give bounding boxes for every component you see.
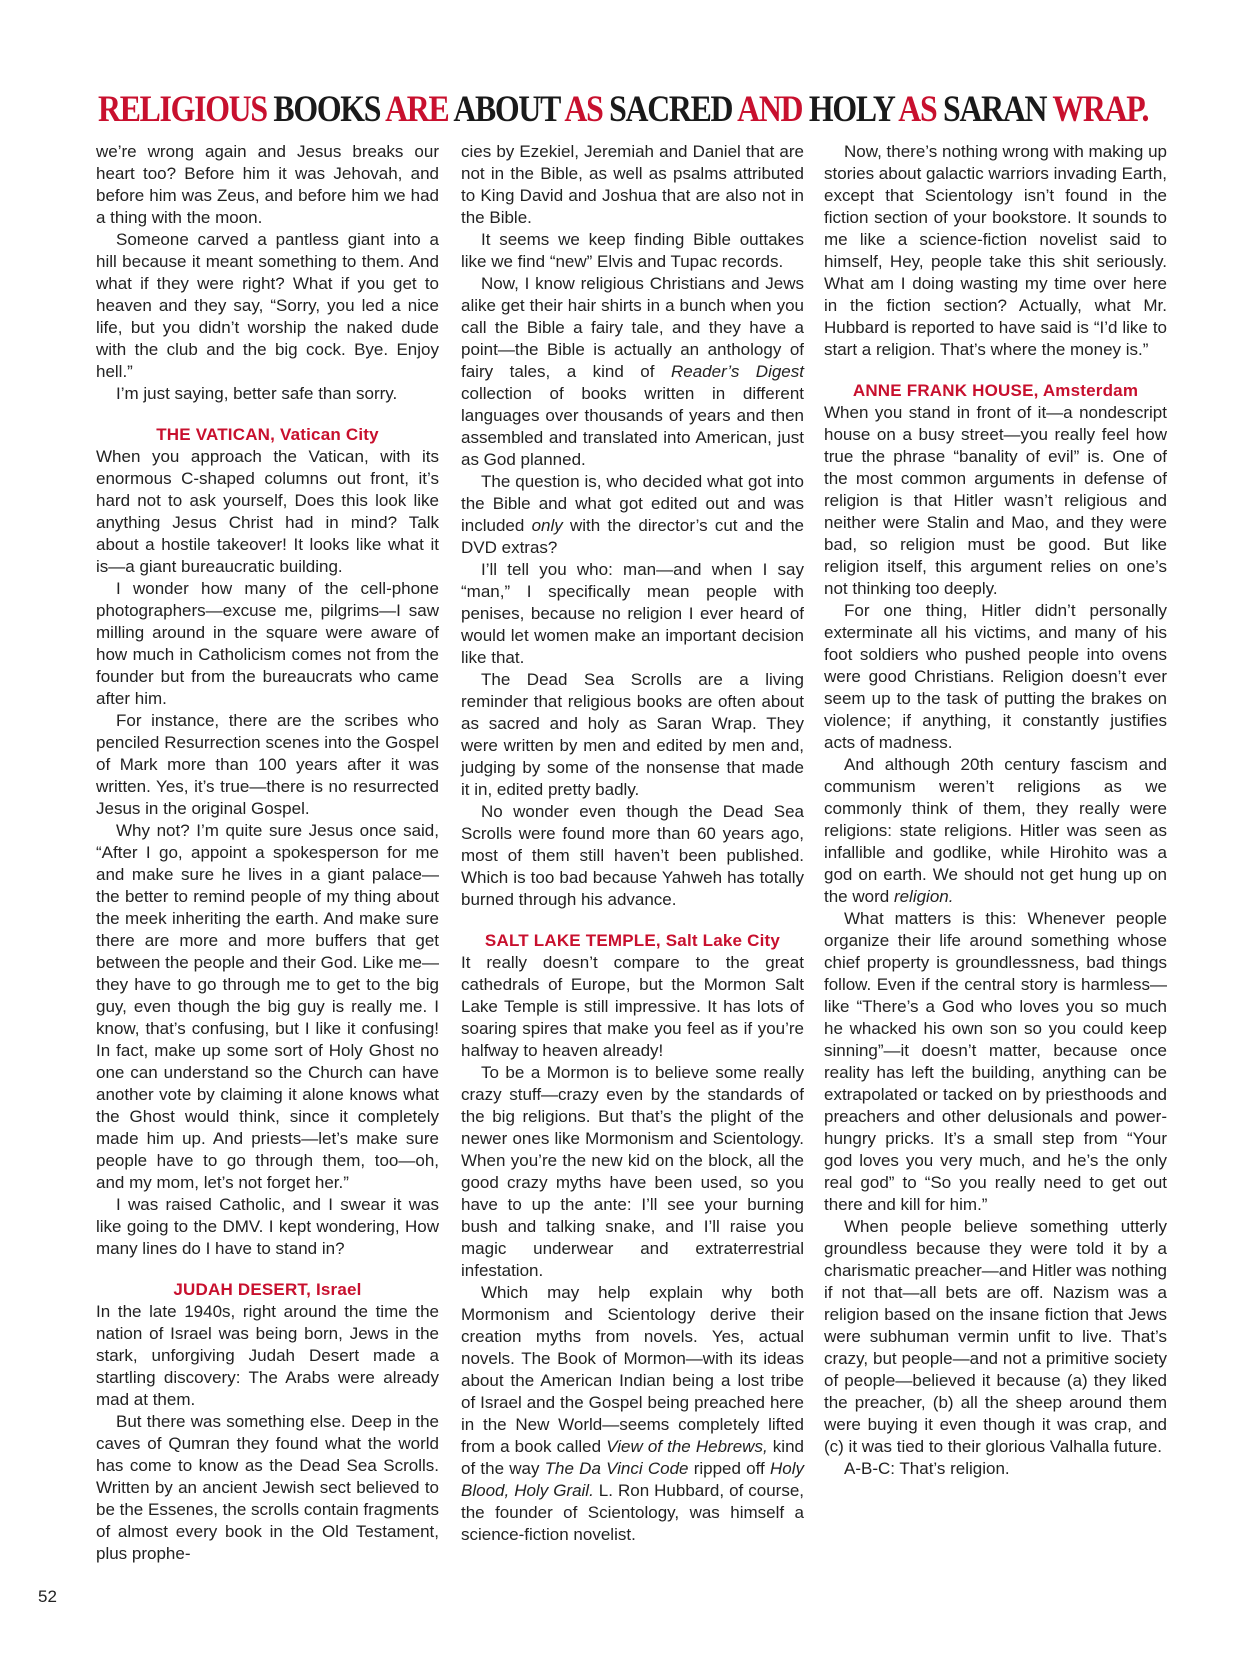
italic-title: Reader’s Digest [670, 362, 804, 381]
text-run: Now, I know religious Christians and Jews alike get their hair shirts in a bunch when you call the Bible a fairy tale, and they have a point—the Bible is actually an anthology of fairy tales, a kind of [461, 274, 804, 381]
italic-title: The Da Vinci Code [544, 1459, 689, 1478]
headline-word: HOLY [808, 89, 894, 130]
paragraph: A-B-C: That’s religion. [844, 1459, 1010, 1478]
headline-word: RELIGIOUS [98, 89, 267, 130]
paragraph: It seems we keep finding Bible outtakes like we find “new” Elvis and Tupac records. [461, 230, 804, 271]
italic-title: View of the Hebrews, [606, 1437, 768, 1456]
paragraph: When people believe something utterly groundless because they were told it by a charismatic preacher—and Hitler was nothing if not that—all bets are off. Nazism was a religion based on the insane fiction that Jews were subhuman vermin unfit to live. That’s crazy, but people—and not a primitive society of people—believed it because (a) they liked the preacher, (b) all the sheep around them were buying it even though it was crap, and (c) it was tied to their glorious Valhalla future. [824, 1217, 1167, 1456]
text-run: The question is, who decided what got into the Bible and what got edited out and was included [461, 472, 804, 535]
text-run: collection of books written in different languages over thousands of years and then assembled and translated into American, just as God planned. [461, 384, 804, 469]
text-run: ripped off [688, 1459, 770, 1478]
headline-word: AS [898, 89, 937, 130]
text-run: kind of the way [461, 1437, 804, 1478]
italic-word: only [531, 516, 563, 535]
paragraph: The Dead Sea Scrolls are a living reminder that religious books are often about as sacred and holy as Saran Wrap. They were written by men and edited by men and, judging by some of the nonsense that made it in, edited pretty badly. [461, 670, 804, 799]
section-heading-salt-lake-temple: SALT LAKE TEMPLE, Salt Lake City [484, 931, 781, 950]
paragraph: Why not? I’m quite sure Jesus once said, “After I go, appoint a spokesperson for me and make sure he lives in a giant palace—the better to remind people of my thing about the meek inheriting the earth. And make sure there are more and more buffers that get between the people and their God. Like me—they have to go through me to get to the big guy, even though the big guy is really me. I know, that’s confusing, but I like it confusing! In fact, make up some sort of Holy Ghost no one can understand so the Church can have another vote by claiming it alone knows what the Ghost would think, since it completely made him up. And priests—let’s make sure people have to go through them, too—oh, and my mom, let’s not forget her.” [96, 821, 439, 1192]
column-1 [96, 141, 439, 1565]
paragraph: I wonder how many of the cell-phone photographers—excuse me, pilgrims—I saw milling around in the square were aware of how much in Catholicism comes not from the founder but from the bureaucrats who came after him. [96, 579, 439, 708]
paragraph: But there was something else. Deep in the caves of Qumran they found what the world has come to know as the Dead Sea Scrolls. Written by an ancient Jewish sect believed to be the Essenes, the scrolls contain fragments of almost every book in the Old Testament, plus prophe- [96, 1412, 440, 1563]
paragraph [461, 471, 804, 559]
paragraph: I’m just saying, better safe than sorry. [116, 384, 398, 403]
paragraph: I was raised Catholic, and I swear it was like going to the DMV. I kept wondering, How many lines do I have to stand in? [96, 1195, 439, 1258]
column-3 [824, 141, 1167, 1480]
paragraph [461, 273, 804, 471]
headline-word: BOOKS [273, 89, 381, 130]
paragraph: Someone carved a pantless giant into a hill because it meant something to them. And what if they were right? What if you get to heaven and they say, “Sorry, you led a nice life, but you didn’t worship the naked dude with the club and the big cock. Bye. Enjoy hell.” [96, 230, 439, 381]
page-headline [98, 88, 1149, 132]
paragraph [824, 754, 1167, 908]
paragraph: we’re wrong again and Jesus breaks our heart too? Before him it was Jehovah, and before him was Zeus, and before him we had a thing with the moon. [96, 142, 439, 227]
text-run: with the director’s cut and the DVD extras? [461, 516, 804, 557]
paragraph: For one thing, Hitler didn’t personally exterminate all his victims, and many of his foot soldiers who pushed people into ovens were good Christians. Religion doesn’t ever seem up to the task of putting the brakes on violence; if anything, it constantly justifies acts of madness. [824, 601, 1167, 752]
italic-word: religion. [893, 887, 954, 906]
text-run: Which may help explain why both Mormonism and Scientology derive their creation myths from novels. Yes, actual novels. The Book of Mormon—with its ideas about the American Indian being a lost tribe of Israel and the Gospel being preached here in the New World—seems completely lifted from a book called [461, 1283, 804, 1456]
paragraph: I’ll tell you who: man—and when I say “man,” I specifically mean people with penises, because no religion I ever heard of would let women make an important decision like that. [461, 560, 804, 667]
italic-title: Holy Blood, Holy Grail. [461, 1459, 804, 1500]
paragraph: To be a Mormon is to believe some really crazy stuff—crazy even by the standards of the big religions. But that’s the plight of the newer ones like Mormonism and Scientology. When you’re the new kid on the block, all the good crazy myths have been used, so you have to up the ante: I’ll see your burning bush and talking snake, and I’ll raise you magic underwear and extraterrestrial infestation. [461, 1063, 804, 1280]
column-2 [461, 141, 804, 1546]
paragraph: What matters is this: Whenever people organize their life around something whose chief property is groundlessness, bad things follow. Even if the central story is harmless—like “There’s a God who loves you so much he whacked his own son so you could keep sinning”—it doesn’t matter, because once reality has left the building, anything can be extrapolated or tacked on by priesthoods and preachers and other delusionals and power-hungry pricks. It’s a small step from “Your god loves you very much, and he’s the only real god” to “So you really need to get out there and kill for him.” [824, 909, 1167, 1214]
headline-word: AS [564, 89, 603, 130]
paragraph: When you approach the Vatican, with its enormous C-shaped columns out front, it’s hard not to ask yourself, Does this look like anything Jesus Christ had in mind? Talk about a hostile takeover! It looks like what it is—a giant bureaucratic building. [96, 447, 439, 576]
paragraph [461, 1282, 804, 1546]
headline-word: ARE [385, 89, 449, 130]
text-run: And although 20th century fascism and communism weren’t religions as we commonly think of them, they really were religions: state religions. Hitler was seen as infallible and godlike, while Hirohito was a god on earth. We should not get hung up on the word [824, 755, 1167, 906]
headline-word: SARAN [943, 89, 1047, 130]
text-run: L. Ron Hubbard, of course, the founder of Scientology, was himself a science-fiction novelist. [461, 1481, 804, 1544]
paragraph: For instance, there are the scribes who penciled Resurrection scenes into the Gospel of Mark more than 100 years after it was written. Yes, it’s true—there is no resurrected Jesus in the original Gospel. [96, 711, 439, 818]
paragraph: When you stand in front of it—a nondescript house on a busy street—you really feel how true the phrase “banality of evil” is. One of the most common arguments in defense of religion is that Hitler wasn’t religious and neither were Stalin and Mao, and they were bad, so religion must be good. But like religion itself, this argument relies on one’s not thinking too deeply. [824, 403, 1167, 598]
page-number: 52 [38, 1587, 57, 1606]
paragraph: cies by Ezekiel, Jeremiah and Daniel that are not in the Bible, as well as psalms attributed to King David and Joshua that are also not in the Bible. [461, 142, 804, 227]
paragraph: It really doesn’t compare to the great cathedrals of Europe, but the Mormon Salt Lake Temple is still impressive. It has lots of soaring spires that make you feel as if you’re halfway to heaven already! [461, 953, 804, 1060]
section-heading-judah-desert: JUDAH DESERT, Israel [173, 1280, 362, 1299]
headline-word: WRAP. [1052, 89, 1149, 130]
section-heading-anne-frank-house: ANNE FRANK HOUSE, Amsterdam [852, 381, 1139, 400]
section-heading-vatican: THE VATICAN, Vatican City [156, 425, 379, 444]
paragraph: In the late 1940s, right around the time the nation of Israel was being born, Jews in the stark, unforgiving Judah Desert made a startling discovery: The Arabs were already mad at them. [96, 1302, 439, 1409]
paragraph: Now, there’s nothing wrong with making up stories about galactic warriors invading Earth, except that Scientology isn’t found in the fiction section of your bookstore. It sounds to me like a science-fiction novelist said to himself, Hey, people take this shit seriously. What am I doing wasting my time over here in the fiction section? Actually, what Mr. Hubbard is reported to have said is “I’d like to start a religion. That’s where the money is.” [824, 142, 1167, 359]
headline-word: AND [737, 89, 803, 130]
paragraph: No wonder even though the Dead Sea Scrolls were found more than 60 years ago, most of them still haven’t been published. Which is too bad because Yahweh has totally burned through his advance. [461, 802, 804, 909]
headline-word: SACRED [609, 89, 733, 130]
headline-word: ABOUT [453, 89, 560, 130]
